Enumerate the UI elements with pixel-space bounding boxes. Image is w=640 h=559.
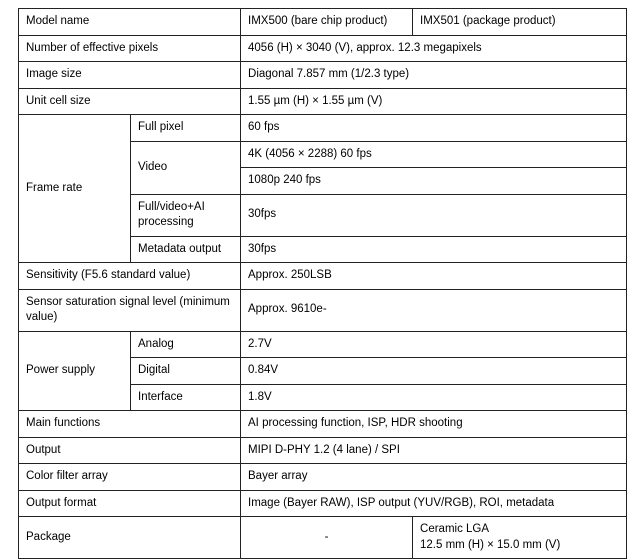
subrow-label-metadata-output: Metadata output [131, 236, 241, 263]
cell-effective-pixels-value: 4056 (H) × 3040 (V), approx. 12.3 megapixels [241, 35, 627, 62]
cell-analog-value: 2.7V [241, 331, 627, 358]
subrow-label-full-pixel: Full pixel [131, 115, 241, 142]
subrow-label-digital: Digital [131, 358, 241, 385]
cell-digital-value: 0.84V [241, 358, 627, 385]
table-row [19, 437, 627, 464]
row-label-frame-rate: Frame rate [19, 115, 131, 263]
table-row [19, 115, 627, 142]
table-row [19, 289, 627, 331]
cell-sensor-saturation-value: Approx. 9610e- [241, 289, 627, 331]
specification-table [18, 8, 627, 559]
row-label-output-format: Output format [19, 490, 241, 517]
row-label-color-filter-array: Color filter array [19, 464, 241, 491]
table-row [19, 35, 627, 62]
table-row [19, 88, 627, 115]
row-label-sensor-saturation: Sensor saturation signal level (minimum value) [19, 289, 241, 331]
cell-video-4k-value: 4K (4056 × 2288) 60 fps [241, 141, 627, 168]
cell-package-ceramic-lga [413, 517, 627, 559]
cell-output-format-value: Image (Bayer RAW), ISP output (YUV/RGB), ROI, metadata [241, 490, 627, 517]
row-label-main-functions: Main functions [19, 411, 241, 438]
subrow-label-interface: Interface [131, 384, 241, 411]
table-row [19, 62, 627, 89]
cell-package-bare-chip: - [241, 517, 413, 559]
table-row [19, 464, 627, 491]
cell-full-video-ai-value: 30fps [241, 194, 627, 236]
row-label-package: Package [19, 517, 241, 559]
table-row [19, 490, 627, 517]
cell-output-value: MIPI D-PHY 1.2 (4 lane) / SPI [241, 437, 627, 464]
row-label-model-name: Model name [19, 9, 241, 36]
subrow-label-full-video-ai: Full/video+AI processing [131, 194, 241, 236]
row-label-sensitivity: Sensitivity (F5.6 standard value) [19, 263, 241, 290]
cell-full-pixel-value: 60 fps [241, 115, 627, 142]
table-row [19, 411, 627, 438]
subrow-label-analog: Analog [131, 331, 241, 358]
cell-main-functions-value: AI processing function, ISP, HDR shooting [241, 411, 627, 438]
table-row [19, 263, 627, 290]
row-label-effective-pixels: Number of effective pixels [19, 35, 241, 62]
cell-model-imx501: IMX501 (package product) [413, 9, 627, 36]
subrow-label-video: Video [131, 141, 241, 194]
cell-unit-cell-size-value: 1.55 µm (H) × 1.55 µm (V) [241, 88, 627, 115]
package-type-label: Ceramic LGA [420, 523, 490, 536]
cell-metadata-output-value: 30fps [241, 236, 627, 263]
row-label-output: Output [19, 437, 241, 464]
table-row [19, 331, 627, 358]
row-label-unit-cell-size: Unit cell size [19, 88, 241, 115]
row-label-power-supply: Power supply [19, 331, 131, 411]
cell-color-filter-array-value: Bayer array [241, 464, 627, 491]
row-label-image-size: Image size [19, 62, 241, 89]
cell-video-1080p-value: 1080p 240 fps [241, 168, 627, 195]
table-row [19, 9, 627, 36]
cell-sensitivity-value: Approx. 250LSB [241, 263, 627, 290]
package-dimensions-label: 12.5 mm (H) × 15.0 mm (V) [420, 538, 561, 551]
cell-model-imx500: IMX500 (bare chip product) [241, 9, 413, 36]
cell-interface-value: 1.8V [241, 384, 627, 411]
cell-image-size-value: Diagonal 7.857 mm (1/2.3 type) [241, 62, 627, 89]
table-row [19, 517, 627, 559]
